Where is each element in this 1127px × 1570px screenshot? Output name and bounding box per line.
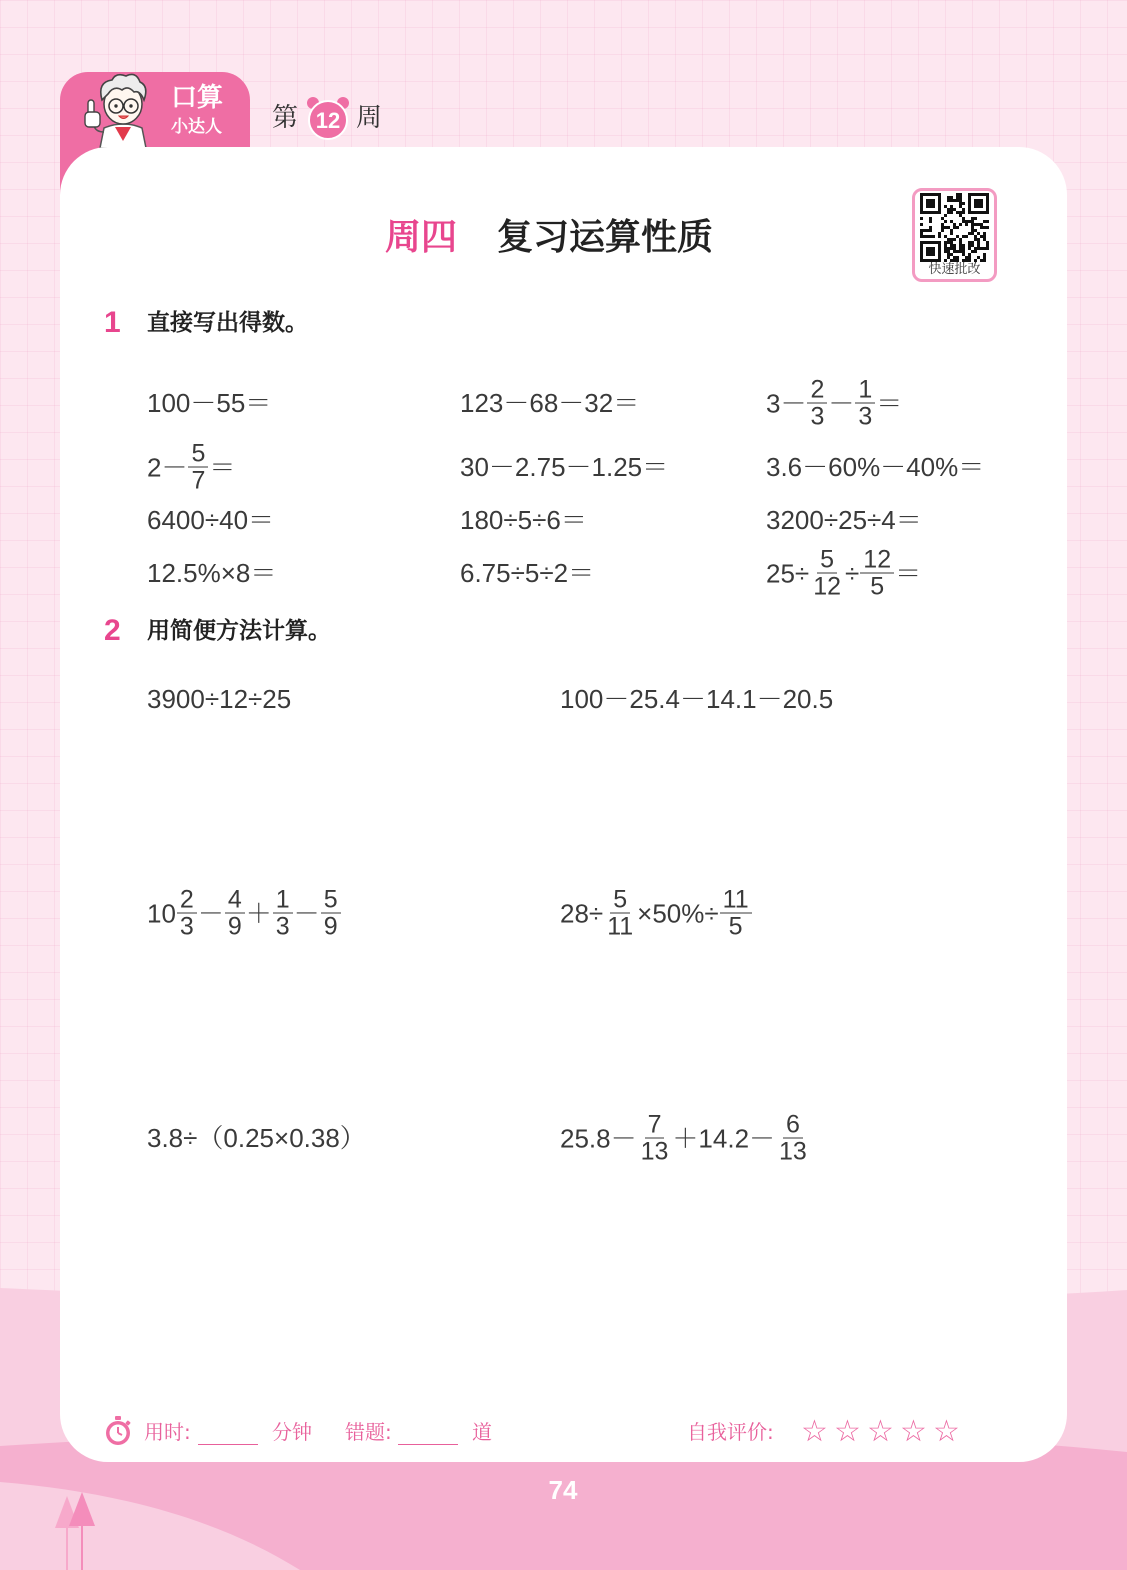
expression-text: ＝ [876, 388, 903, 418]
expression-text: 25÷ [766, 558, 810, 588]
expression-text: － [293, 898, 320, 928]
errors-blank[interactable] [398, 1444, 458, 1445]
expression-text: 10 [147, 898, 176, 928]
expression-text: 2－ [147, 452, 188, 482]
expression-text: － [828, 388, 855, 418]
fraction [776, 1112, 810, 1165]
fraction-numerator: 1 [855, 377, 875, 404]
expression-text: 3.6－60%－40%＝ [766, 452, 985, 482]
fraction [225, 887, 245, 940]
expression-text: 3.8÷（0.25×0.38） [147, 1123, 366, 1153]
fraction [860, 547, 894, 600]
expression-text: ÷ [845, 558, 860, 588]
mental-math-problem [147, 388, 271, 418]
fraction [720, 887, 752, 940]
fraction-numerator: 2 [807, 377, 827, 404]
time-blank[interactable] [198, 1444, 258, 1445]
week-prefix: 第 [272, 103, 299, 133]
expression-text: － [197, 898, 224, 928]
fraction-numerator: 12 [860, 547, 894, 574]
fraction [188, 441, 208, 494]
fraction-denominator: 5 [870, 572, 885, 601]
page-number: 74 [548, 1475, 578, 1505]
section-instruction: 用简便方法计算。 [147, 618, 331, 644]
mental-math-problem [460, 505, 587, 535]
fraction-numerator: 5 [321, 887, 341, 914]
star-icon[interactable]: ☆ [900, 1414, 927, 1449]
expression-text: ＋ [245, 898, 272, 928]
fraction-denominator: 9 [323, 912, 338, 941]
mental-math-problem [766, 505, 922, 535]
mental-math-problem [766, 377, 902, 430]
expression-text: ＝ [209, 452, 236, 482]
mental-math-problem [460, 452, 668, 482]
alarm-clock-badge [304, 95, 352, 141]
self-eval-label: 自我评价: [687, 1420, 774, 1444]
stopwatch-icon [104, 1415, 132, 1447]
fraction [177, 887, 197, 940]
fraction [273, 887, 293, 940]
expression-text: 3－ [766, 388, 807, 418]
mascot-fist [85, 112, 100, 127]
mascot-eye-right [129, 104, 132, 107]
fraction [321, 887, 341, 940]
simplify-problem [560, 684, 833, 714]
simplify-problem [147, 1123, 366, 1153]
badge-title: 口算 [171, 83, 224, 113]
fraction [604, 887, 636, 940]
expression-text: 25.8－ [560, 1123, 637, 1153]
fraction [638, 1112, 672, 1165]
expression-text: 6400÷40＝ [147, 505, 275, 535]
page-title-day: 周四 [385, 217, 458, 258]
fraction-denominator: 7 [191, 466, 206, 495]
fraction [810, 547, 844, 600]
star-icon[interactable]: ☆ [933, 1414, 960, 1449]
expression-text: 12.5%×8＝ [147, 558, 277, 588]
expression-text: 3900÷12÷25 [147, 684, 292, 714]
expression-text: 100－25.4－14.1－20.5 [560, 684, 834, 714]
expression-text: ＋14.2－ [672, 1123, 776, 1153]
errors-label: 错题: [345, 1420, 392, 1444]
fraction-denominator: 11 [607, 912, 634, 941]
star-icon[interactable]: ☆ [834, 1414, 861, 1449]
star-icon[interactable]: ☆ [867, 1414, 894, 1449]
fraction-numerator: 6 [783, 1112, 803, 1139]
time-label: 用时: [144, 1420, 191, 1444]
expression-text: 123－68－32＝ [460, 388, 640, 418]
fraction-denominator: 13 [779, 1137, 807, 1166]
mascot-eye-left [114, 104, 117, 107]
expression-text: 180÷5÷6＝ [460, 505, 587, 535]
fraction-numerator: 4 [225, 887, 245, 914]
section-number: 1 [104, 306, 121, 339]
week-suffix: 周 [356, 103, 383, 133]
simplify-problem [560, 887, 753, 940]
fraction [807, 377, 827, 430]
errors-unit: 道 [472, 1420, 492, 1444]
expression-text: 30－2.75－1.25＝ [460, 452, 669, 482]
qr-modules [920, 193, 989, 262]
expression-text: 3200÷25÷4＝ [766, 505, 922, 535]
fraction-denominator: 3 [179, 912, 194, 941]
mascot-illustration [78, 70, 164, 148]
badge-subtitle: 小达人 [171, 117, 222, 137]
mental-math-problem [460, 558, 594, 588]
stopwatch-button [115, 1416, 121, 1420]
fraction-denominator: 5 [728, 912, 743, 941]
content-card [60, 147, 1067, 1462]
fraction-numerator: 5 [817, 547, 837, 574]
fraction-denominator: 13 [640, 1137, 669, 1166]
mental-math-problem [766, 452, 984, 482]
expression-text: ×50%÷ [637, 898, 719, 928]
time-unit: 分钟 [272, 1420, 312, 1444]
fraction-numerator: 5 [188, 441, 208, 468]
section-number: 2 [104, 614, 121, 647]
fraction-denominator: 12 [813, 572, 842, 601]
simplify-problem [147, 684, 291, 714]
fraction [855, 377, 875, 430]
qr-label: 快速批改 [928, 262, 981, 277]
expression-text: ＝ [895, 558, 922, 588]
mental-math-problem [766, 547, 921, 600]
fraction-numerator: 11 [720, 887, 752, 914]
fraction-numerator: 2 [177, 887, 197, 914]
fraction-numerator: 1 [273, 887, 293, 914]
section-instruction: 直接写出得数。 [147, 310, 308, 336]
fraction-denominator: 3 [810, 402, 825, 431]
fraction-denominator: 9 [227, 912, 242, 941]
week-number: 12 [315, 108, 341, 133]
mental-math-problem [147, 558, 276, 588]
expression-text: 100－55＝ [147, 388, 272, 418]
qr-code-box [912, 188, 997, 282]
arrow-head-right [69, 1492, 95, 1526]
fraction-numerator: 5 [610, 887, 630, 914]
simplify-problem [560, 1112, 811, 1165]
expression-text: 28÷ [560, 898, 604, 928]
fraction-denominator: 3 [858, 402, 873, 431]
qr-code [920, 193, 989, 262]
star-icon[interactable]: ☆ [801, 1414, 828, 1449]
mental-math-problem [460, 388, 639, 418]
fraction-numerator: 7 [645, 1112, 665, 1139]
page-title-topic: 复习运算性质 [497, 217, 714, 258]
up-arrows-decoration [50, 1490, 100, 1570]
simplify-problem [147, 887, 342, 940]
fraction-denominator: 3 [275, 912, 290, 941]
expression-text: 6.75÷5÷2＝ [460, 558, 595, 588]
mental-math-problem [147, 505, 274, 535]
mental-math-problem [147, 441, 235, 494]
